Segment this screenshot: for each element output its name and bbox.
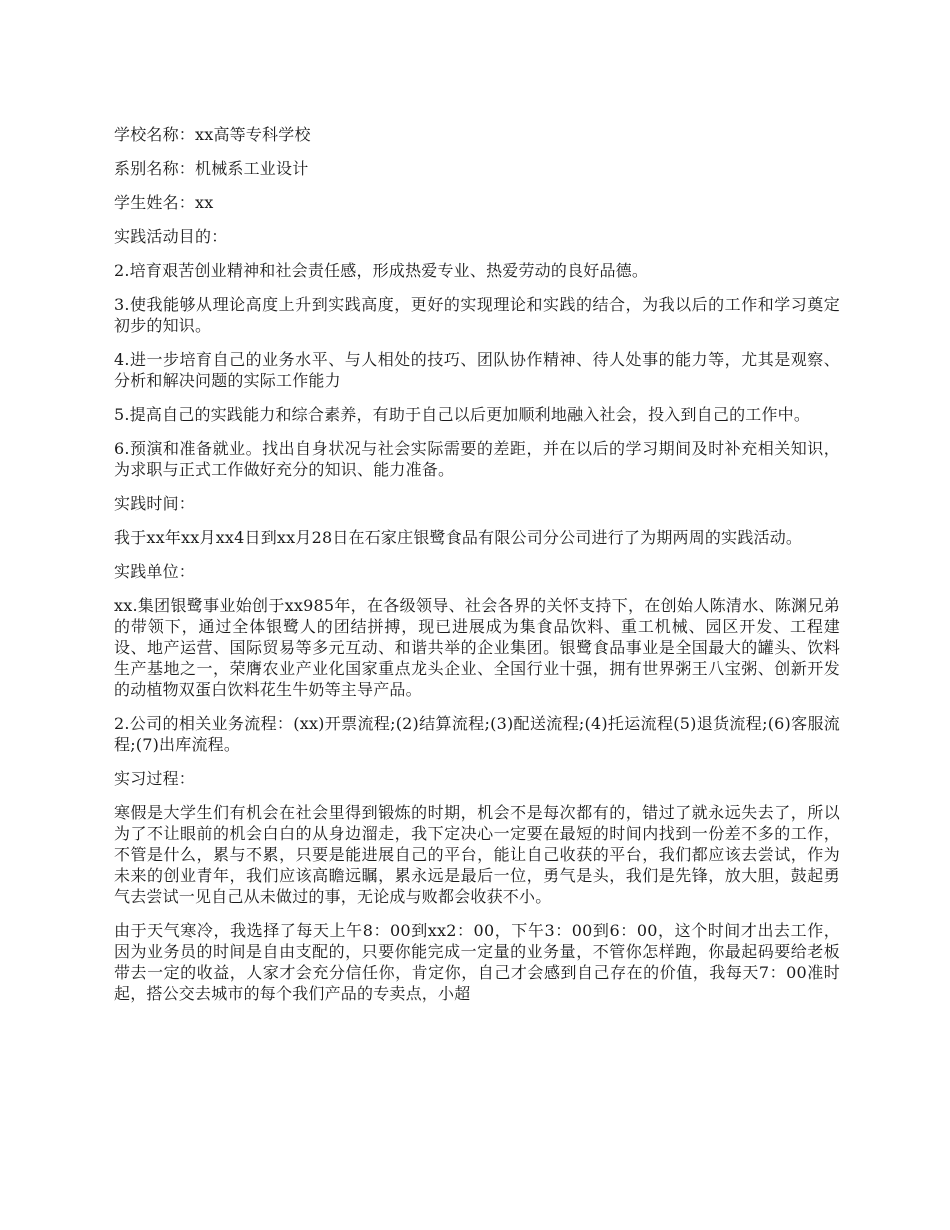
student-name-line: 学生姓名：xx <box>114 193 214 212</box>
school-name-line: 学校名称：xx高等专科学校 <box>114 125 311 144</box>
process-paragraph-1: 寒假是大学生们有机会在社会里得到锻炼的时期，机会不是每次都有的，错过了就永远失去了，所以为了不让眼前的机会白白的从身边溜走，我下定决心一定要在最短的时间内找到一份差不多的工作，不管是什么，累与不累，只要是能进展自己的平台，能让自己收获的平台，我们都应该去尝试，作为未来的创业青年，我们应该高瞻远瞩，累永远是最后一位，勇气是头，我们是先锋，放大胆，鼓起勇气去尝试一见自己从未做过的事，无论成与败都会收获不小。 <box>114 803 840 906</box>
business-process-paragraph: 2.公司的相关业务流程：(xx)开票流程;(2)结算流程;(3)配送流程;(4)托运流程(5)退货流程;(6)客服流程;(7)出库流程。 <box>114 714 840 754</box>
process-paragraph-2: 由于天气寒冷，我选择了每天上午8：00到xx2：00，下午3：00到6：00，这个时间才出去工作，因为业务员的时间是自由支配的，只要你能完成一定量的业务量，不管你怎样跑，你最起码要给老板带去一定的收益，人家才会充分信任你，肯定你，自己才会感到自己存在的价值，我每天7：00准时起，搭公交去城市的每个我们产品的专卖点，小超 <box>114 921 840 1003</box>
department-line: 系别名称：机械系工业设计 <box>114 159 309 178</box>
document-page <box>114 124 840 1017</box>
unit-heading: 实践单位： <box>114 562 196 581</box>
purpose-item-2: 2.培育艰苦创业精神和社会责任感，形成热爱专业、热爱劳动的良好品德。 <box>114 261 649 280</box>
purpose-item-6: 6.预演和准备就业。找出自身状况与社会实际需要的差距，并在以后的学习期间及时补充相关知识，为求职与正式工作做好充分的知识、能力准备。 <box>114 439 840 479</box>
purpose-item-4: 4.进一步培育自己的业务水平、与人相处的技巧、团队协作精神、待人处事的能力等，尤其是观察、分析和解决问题的实际工作能力 <box>114 350 840 390</box>
purpose-heading: 实践活动目的： <box>114 227 228 246</box>
unit-paragraph: xx.集团银鹭事业始创于xx985年，在各级领导、社会各界的关怀支持下，在创始人陈清水、陈渊兄弟的带领下，通过全体银鹭人的团结拼搏，现已进展成为集食品饮料、重工机械、园区开发、工程建设、地产运营、国际贸易等多元互动、和谐共举的企业集团。银鹭食品事业是全国最大的罐头、饮料生产基地之一，荣膺农业产业化国家重点龙头企业、全国行业十强，拥有世界粥王八宝粥、创新开发的动植物双蛋白饮料花生牛奶等主导产品。 <box>114 596 840 699</box>
time-paragraph: 我于xx年xx月xx4日到xx月28日在石家庄银鹭食品有限公司分公司进行了为期两周的实践活动。 <box>114 528 803 547</box>
time-heading: 实践时间： <box>114 494 196 513</box>
purpose-item-3: 3.使我能够从理论高度上升到实践高度，更好的实现理论和实践的结合，为我以后的工作和学习奠定初步的知识。 <box>114 295 840 335</box>
process-heading: 实习过程： <box>114 769 196 788</box>
purpose-item-5: 5.提高自己的实践能力和综合素养，有助于自己以后更加顺利地融入社会，投入到自己的工作中。 <box>114 405 811 424</box>
